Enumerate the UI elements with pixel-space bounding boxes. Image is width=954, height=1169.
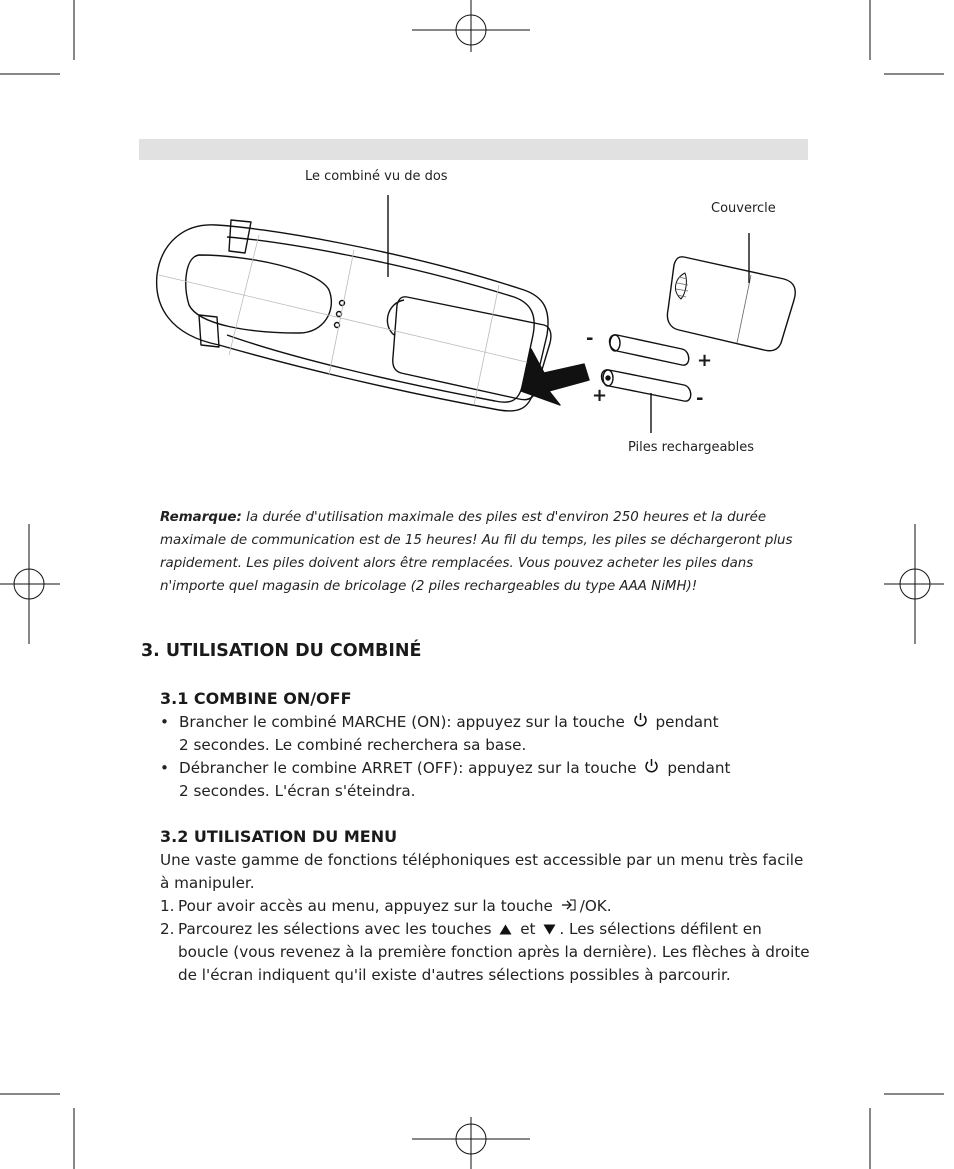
header-bar bbox=[139, 139, 808, 160]
item-text: 2 secondes. Le combiné recherchera sa base. bbox=[179, 736, 527, 754]
menu-ok-icon bbox=[561, 898, 577, 912]
item-text: 2 secondes. L'écran s'éteindra. bbox=[179, 782, 416, 800]
bullet-mark: • bbox=[160, 713, 169, 731]
item-text: pendant bbox=[667, 759, 731, 777]
battery-top-minus: - bbox=[586, 328, 594, 349]
cover-caption: Couvercle bbox=[711, 201, 776, 216]
item-text: /OK. bbox=[579, 897, 612, 915]
list-item bbox=[160, 757, 810, 803]
section-3-title: 3. UTILISATION DU COMBINÉ bbox=[141, 641, 422, 661]
power-icon bbox=[644, 758, 659, 774]
item-text: Parcourez les sélections avec les touches bbox=[178, 920, 492, 938]
battery-top-plus: + bbox=[697, 350, 713, 371]
power-icon bbox=[633, 712, 648, 728]
batteries-caption: Piles rechargeables bbox=[628, 440, 755, 455]
item-text: pendant bbox=[655, 713, 719, 731]
item-text: Débrancher le combine ARRET (OFF): appuyez sur la touche bbox=[179, 759, 637, 777]
list-item bbox=[160, 918, 810, 987]
handset-battery-diagram bbox=[139, 165, 819, 470]
item-text: Pour avoir accès au menu, appuyez sur la touche bbox=[178, 897, 553, 915]
battery-note bbox=[160, 506, 810, 598]
back-view-caption: Le combiné vu de dos bbox=[305, 169, 448, 184]
item-text: et bbox=[520, 920, 536, 938]
section-3-2-intro: Une vaste gamme de fonctions téléphoniques est accessible par un menu très facile à manipuler. bbox=[160, 851, 804, 892]
down-triangle-icon bbox=[543, 924, 556, 935]
item-text: . Les sélections défilent en boucle (vous revenez à la première fonction après la dernière). Les flèches à droite de l'écran indiquent qu'il existe d'autres sélections possibles à parcourir. bbox=[178, 920, 810, 984]
section-3-2-body bbox=[160, 849, 810, 987]
section-3-1-list bbox=[160, 711, 810, 803]
note-label: Remarque: bbox=[160, 510, 242, 525]
step-number: 2. bbox=[160, 920, 175, 938]
list-item bbox=[160, 895, 810, 918]
bullet-mark: • bbox=[160, 759, 169, 777]
list-item bbox=[160, 711, 810, 757]
section-3-1-title: 3.1 COMBINE ON/OFF bbox=[160, 689, 352, 708]
step-number: 1. bbox=[160, 897, 175, 915]
battery-bottom-minus: - bbox=[696, 388, 704, 409]
note-text: la durée d'utilisation maximale des piles est d'environ 250 heures et la durée maximale de communication est de 15 heures! Au fil du temps, les piles se déchargeront plus rapidement. Les piles doivent alors être remplacées. Vous pouvez acheter les piles dans n'importe quel magasin de bricolage (2 piles rechargeables du type AAA NiMH)! bbox=[160, 510, 793, 594]
item-text: Brancher le combiné MARCHE (ON): appuyez sur la touche bbox=[179, 713, 625, 731]
battery-bottom-plus: + bbox=[592, 385, 608, 406]
section-3-2-title: 3.2 UTILISATION DU MENU bbox=[160, 827, 398, 846]
up-triangle-icon bbox=[499, 924, 512, 935]
